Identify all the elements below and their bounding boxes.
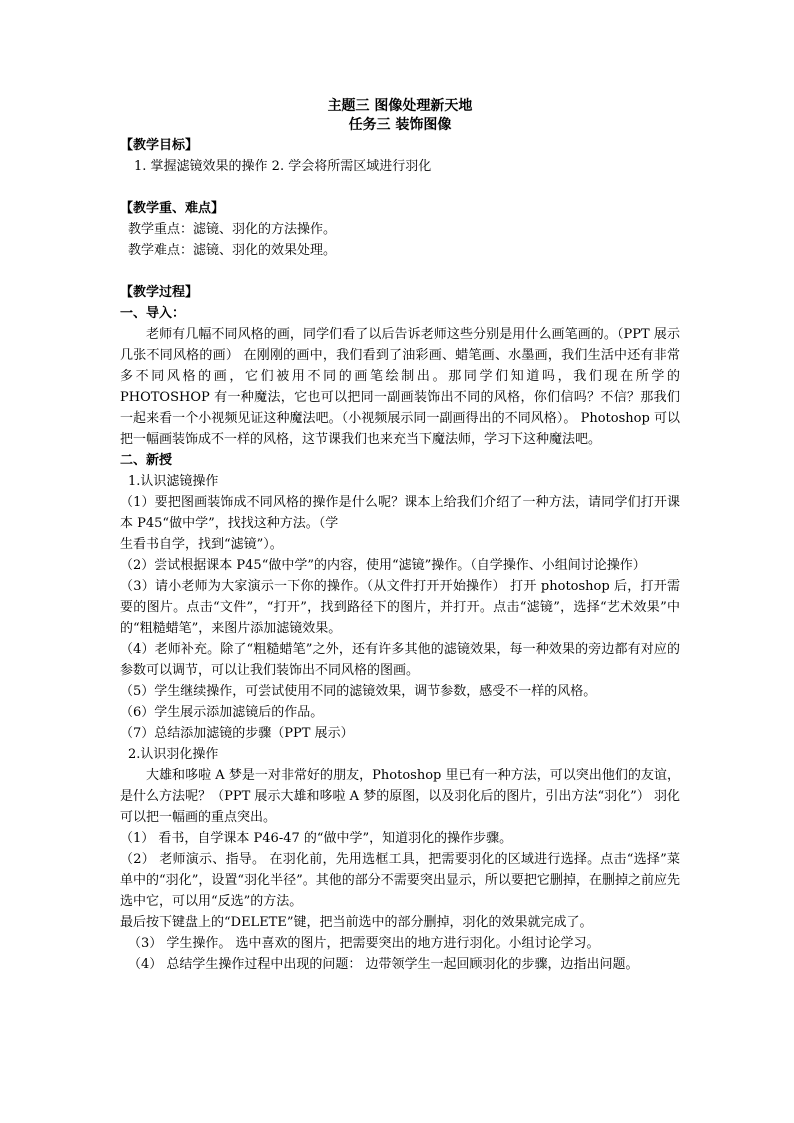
filter-step-7: （7）总结添加滤镜的步骤（PPT 展示） — [120, 726, 354, 741]
filter-step-3: （3）请小老师为大家演示一下你的操作。（从文件打开开始操作） 打开 photoshop 后，打开需要的图片。点击“文件”，“打开”，找到路径下的图片，并打开。点击“滤镜”，选择“艺术效果”中的“粗糙蜡笔”，来图片添加滤镜效果。 — [120, 579, 680, 636]
process-heading: 【教学过程】 — [120, 285, 199, 300]
document-subtitle: 任务三 装饰图像 — [348, 117, 452, 133]
filter-step-6: （6）学生展示添加滤镜后的作品。 — [120, 705, 324, 720]
spacer — [120, 177, 680, 198]
feather-intro: 大雄和哆啦 A 梦是一对非常好的朋友，Photoshop 里已有一种方法，可以突出他们的友谊，是什么方法呢？（PPT 展示大雄和哆啦 A 梦的原图，以及羽化后的图片，引出方法“羽化”） 羽化可以把一幅画的重点突出。 — [120, 768, 680, 825]
document-title: 主题三 图像处理新天地 — [327, 98, 473, 114]
feather-step-4: （4） 总结学生操作过程中出现的问题： 边带领学生一起回顾羽化的步骤，边指出问题。 — [128, 957, 639, 972]
new-heading: 二、新授 — [120, 453, 173, 468]
feather-heading: 2.认识羽化操作 — [128, 747, 219, 762]
filter-step-4: （4）老师补充。除了“粗糙蜡笔”之外，还有许多其他的滤镜效果，每一种效果的旁边都有对应的参数可以调节，可以让我们装饰出不同风格的图画。 — [120, 642, 680, 678]
filter-step-1a: （1）要把图画装饰成不同风格的操作是什么呢？课本上给我们介绍了一种方法，请同学们打开课本 P45“做中学”，找找这种方法。（学 — [120, 495, 680, 531]
goals-text: 1. 掌握滤镜效果的操作 2. 学会将所需区域进行羽化 — [134, 159, 432, 174]
intro-paragraph: 老师有几幅不同风格的画，同学们看了以后告诉老师这些分别是用什么画笔画的。（PPT 展示几张不同风格的画） 在刚刚的画中，我们看到了油彩画、蜡笔画、水墨画，我们生活中还有非常多不同风格的画，它们被用不同的画笔绘制出。那同学们知道吗，我们现在所学的 PHOTOSHOP 有一种魔法，它也可以把同一副画装饰出不同的风格，你们信吗？不信？那我们一起来看一个小视频见证这种魔法吧。（小视频展示同一副画得出的不同风格）。 Photoshop 可以把一幅画装饰成不一样的风格，这节课我们也来充当下魔法师，学习下这种魔法吧。 — [120, 327, 680, 447]
filter-step-5: （5）学生继续操作，可尝试使用不同的滤镜效果，调节参数，感受不一样的风格。 — [120, 684, 597, 699]
key-heading: 【教学重、难点】 — [120, 201, 225, 216]
goals-heading: 【教学目标】 — [120, 138, 199, 153]
filter-heading: 1.认识滤镜操作 — [128, 474, 219, 489]
feather-step-3: （3） 学生操作。 选中喜欢的图片，把需要突出的地方进行羽化。小组讨论学习。 — [128, 936, 600, 951]
key-point: 教学重点：滤镜、羽化的方法操作。 — [128, 222, 337, 237]
spacer — [120, 261, 680, 282]
filter-step-2: （2）尝试根据课本 P45“做中学”的内容，使用“滤镜”操作。（自学操作、小组间讨论操作） — [120, 558, 646, 573]
document-page — [120, 97, 680, 975]
feather-step-1: （1） 看书，自学课本 P46-47 的“做中学”，知道羽化的操作步骤。 — [120, 831, 513, 846]
feather-step-2b: 最后按下键盘上的“DELETE”键，把当前选中的部分删掉，羽化的效果就完成了。 — [120, 915, 593, 930]
intro-heading: 一、导入： — [120, 306, 186, 321]
feather-step-2: （2） 老师演示、指导。 在羽化前，先用选框工具，把需要羽化的区域进行选择。点击“选择”菜单中的“羽化”，设置“羽化半径”。其他的部分不需要突出显示，所以要把它删掉，在删掉之前应先选中它，可以用“反选”的方法。 — [120, 852, 680, 909]
filter-step-1b: 生看书自学，找到“滤镜”）。 — [120, 537, 283, 552]
difficult-point: 教学难点：滤镜、羽化的效果处理。 — [128, 243, 337, 258]
